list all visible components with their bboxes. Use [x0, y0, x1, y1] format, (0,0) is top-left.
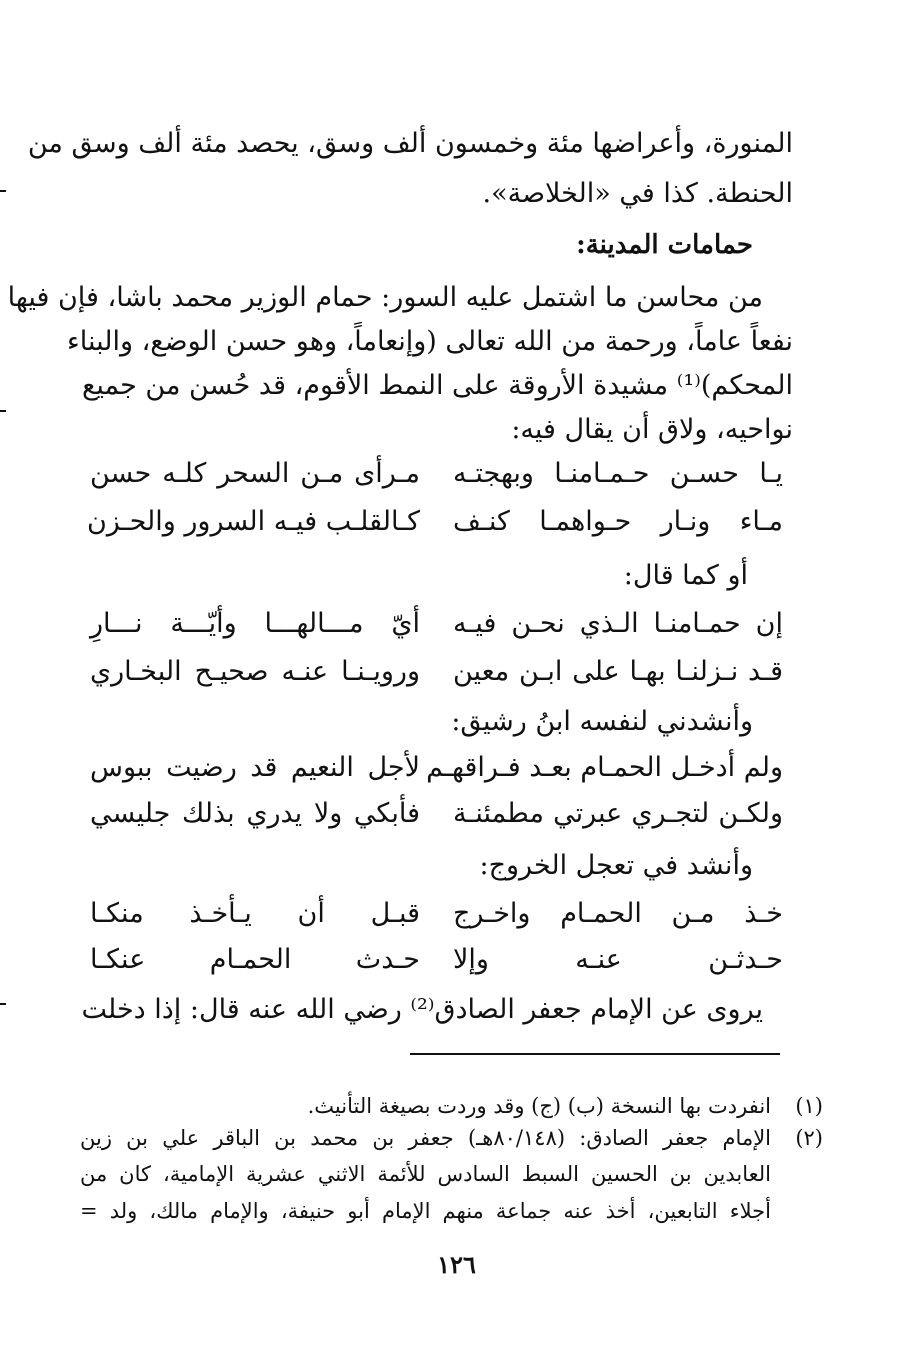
- verse-first-hemistich: مـاء ونـار حـواهمـا كنـف: [453, 506, 783, 537]
- paragraph-line: المحكم)⁽¹⁾ مشيدة الأروقة على النمط الأقوم، قد حُسن من جميع: [82, 370, 793, 401]
- paragraph-line: المنورة، وأعراضها مئة وخمسون ألف وسق، يحصد مئة ألف وسق من: [27, 128, 793, 159]
- verse-second-hemistich: مـرأى مـن السحر كلـه حسن: [90, 458, 420, 489]
- verse-first-hemistich: ولكـن لتجـري عبرتي مطمئنـة: [453, 798, 783, 829]
- verse-second-hemistich: فأبكي ولا يدري بذلك جليسي: [90, 798, 420, 829]
- verse-second-hemistich: كـالقلـب فيـه السرور والحـزن: [86, 506, 420, 537]
- paragraph-line: الحنطة. كذا في «الخلاصة».: [482, 178, 793, 209]
- verse-first-hemistich: قـد نـزلنـا بهـا على ابـن معين: [453, 656, 783, 687]
- verse-second-hemistich: أيّ مـــالهـــا وأيّـــة نـــارِ: [90, 608, 420, 639]
- verse-first-hemistich: إن حمـامنـا الـذي نحـن فيـه: [453, 608, 783, 639]
- paragraph-line: من محاسن ما اشتمل عليه السور: حمام الوزير محمد باشا، فإن فيها: [7, 282, 763, 313]
- footnote-text: العابدين بن الحسين السبط السادس للأئمة الاثني عشرية الإمامية، كان من: [80, 1162, 771, 1186]
- margin-mark: [0, 410, 6, 412]
- verse-second-hemistich: حـدث الحمـام عنكـا: [90, 944, 420, 975]
- footnote-number: (٢): [795, 1126, 823, 1150]
- paragraph-line: نفعاً عاماً، ورحمة من الله تعالى (وإنعاماً، وهو حسن الوضع، والبناء: [67, 326, 793, 357]
- verse-first-hemistich: خـذ مـن الحمـام واخـرج: [453, 898, 783, 929]
- footnote-number: (١): [795, 1094, 823, 1118]
- verse-second-hemistich: قبـل أن يـأخـذ منكـا: [90, 898, 420, 929]
- verse-first-hemistich: حـدثـن عنـه وإلا: [453, 944, 783, 975]
- page-number: ١٢٦: [437, 1250, 476, 1279]
- poem-intro: وأنشد في تعجل الخروج:: [479, 850, 753, 881]
- poem-intro: وأنشدني لنفسه ابنُ رشيق:: [451, 706, 753, 737]
- margin-mark: [0, 190, 6, 192]
- margin-mark: [0, 1003, 6, 1005]
- verse-second-hemistich: لأجل النعيم قد رضيت ببوس: [90, 752, 420, 783]
- footnote-separator: [410, 1053, 780, 1055]
- paragraph-line: نواحيه، ولاق أن يقال فيه:: [511, 414, 793, 445]
- poem-intro: أو كما قال:: [623, 560, 748, 591]
- verse-second-hemistich: ورويـنـا عنـه صحيـح البخـاري: [90, 656, 420, 687]
- section-heading: حمامات المدينة:: [576, 230, 753, 260]
- verse-first-hemistich: ولم أدخـل الحمـام بعـد فـراقهـم: [426, 752, 783, 783]
- footnote-text: انفردت بها النسخة (ب) (ج) وقد وردت بصيغة التأنيث.: [307, 1094, 771, 1118]
- paragraph-line: يروى عن الإمام جعفر الصادق⁽²⁾ رضي الله عنه قال: إذا دخلت: [81, 994, 763, 1025]
- footnote-text: الإمام جعفر الصادق: (٨٠/١٤٨هـ) جعفر بن محمد بن الباقر علي بن زين: [80, 1126, 771, 1150]
- verse-first-hemistich: يـا حسـن حـمـامنـا وبهجتـه: [453, 458, 783, 489]
- footnote-text: أجلاء التابعين، أخذ عنه جماعة منهم الإمام أبو حنيفة، والإمام مالك، ولد =: [80, 1199, 771, 1223]
